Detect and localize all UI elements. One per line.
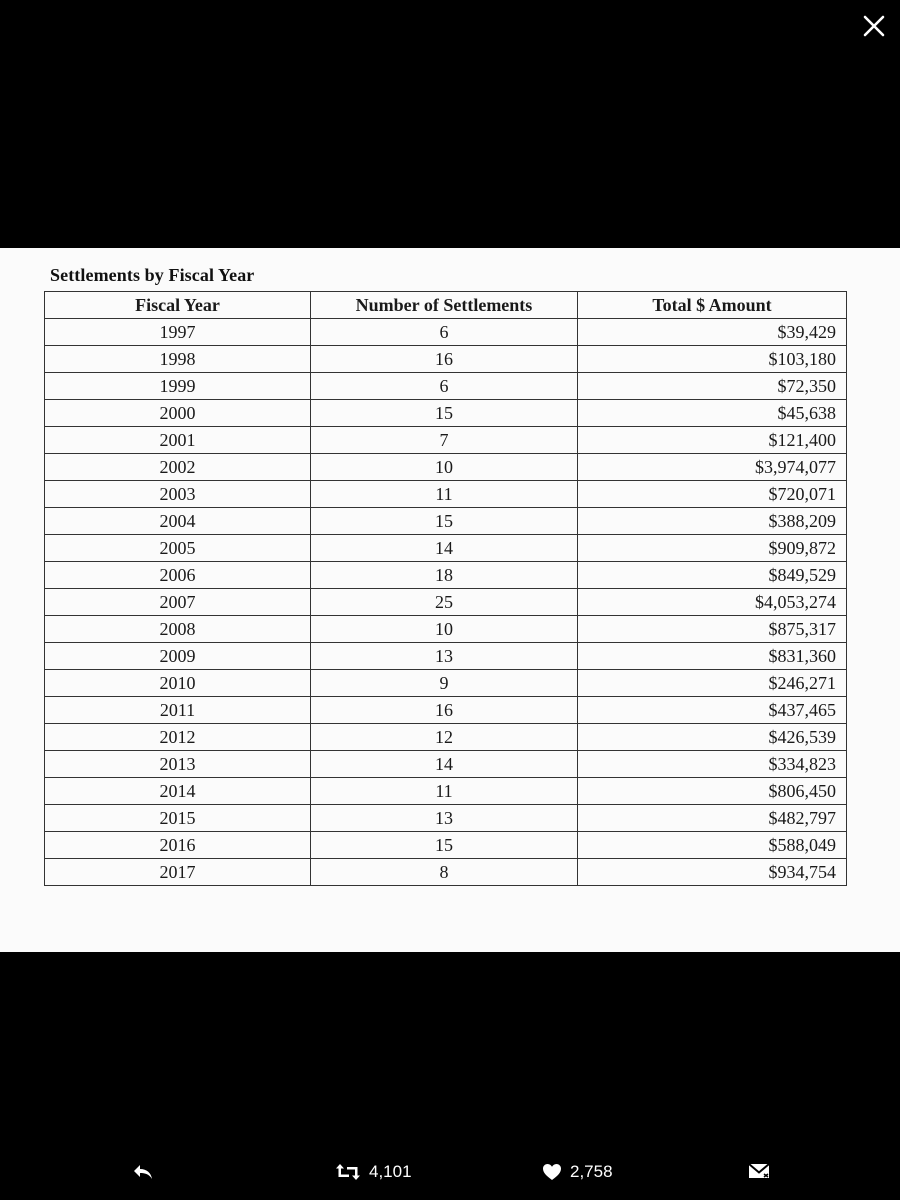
tweet-action-bar bbox=[0, 1148, 900, 1200]
table-row bbox=[45, 481, 847, 508]
retweet-button[interactable] bbox=[335, 1162, 412, 1182]
retweet-count: 4,101 bbox=[369, 1162, 412, 1181]
table-row bbox=[45, 616, 847, 643]
cell-total-amount: $45,638 bbox=[578, 400, 847, 427]
cell-fiscal-year: 2002 bbox=[45, 454, 311, 481]
cell-number-of-settlements: 15 bbox=[311, 508, 578, 535]
column-header-fiscal-year: Fiscal Year bbox=[45, 292, 311, 319]
settlements-table bbox=[44, 291, 847, 886]
table-row bbox=[45, 346, 847, 373]
cell-fiscal-year: 1999 bbox=[45, 373, 311, 400]
table-row bbox=[45, 373, 847, 400]
cell-number-of-settlements: 13 bbox=[311, 805, 578, 832]
cell-total-amount: $806,450 bbox=[578, 778, 847, 805]
table-row bbox=[45, 319, 847, 346]
cell-total-amount: $426,539 bbox=[578, 724, 847, 751]
like-button[interactable] bbox=[542, 1162, 613, 1182]
table-row bbox=[45, 589, 847, 616]
cell-fiscal-year: 2009 bbox=[45, 643, 311, 670]
cell-number-of-settlements: 11 bbox=[311, 481, 578, 508]
cell-number-of-settlements: 16 bbox=[311, 346, 578, 373]
cell-fiscal-year: 2001 bbox=[45, 427, 311, 454]
table-row bbox=[45, 454, 847, 481]
cell-fiscal-year: 2016 bbox=[45, 832, 311, 859]
cell-number-of-settlements: 14 bbox=[311, 751, 578, 778]
document-photo bbox=[0, 248, 900, 952]
table-row bbox=[45, 778, 847, 805]
cell-fiscal-year: 2011 bbox=[45, 697, 311, 724]
cell-total-amount: $3,974,077 bbox=[578, 454, 847, 481]
cell-total-amount: $103,180 bbox=[578, 346, 847, 373]
cell-total-amount: $875,317 bbox=[578, 616, 847, 643]
cell-fiscal-year: 1998 bbox=[45, 346, 311, 373]
cell-fiscal-year: 2017 bbox=[45, 859, 311, 886]
cell-total-amount: $482,797 bbox=[578, 805, 847, 832]
cell-fiscal-year: 2014 bbox=[45, 778, 311, 805]
cell-total-amount: $909,872 bbox=[578, 535, 847, 562]
heart-icon bbox=[542, 1163, 562, 1181]
cell-total-amount: $831,360 bbox=[578, 643, 847, 670]
cell-number-of-settlements: 9 bbox=[311, 670, 578, 697]
cell-total-amount: $588,049 bbox=[578, 832, 847, 859]
document-title: Settlements by Fiscal Year bbox=[50, 265, 255, 285]
cell-number-of-settlements: 10 bbox=[311, 454, 578, 481]
cell-number-of-settlements: 13 bbox=[311, 643, 578, 670]
retweet-icon bbox=[335, 1162, 361, 1182]
cell-number-of-settlements: 18 bbox=[311, 562, 578, 589]
cell-number-of-settlements: 25 bbox=[311, 589, 578, 616]
table-row bbox=[45, 859, 847, 886]
cell-total-amount: $849,529 bbox=[578, 562, 847, 589]
cell-fiscal-year: 2015 bbox=[45, 805, 311, 832]
column-header-number-of-settlements: Number of Settlements bbox=[311, 292, 578, 319]
cell-fiscal-year: 2010 bbox=[45, 670, 311, 697]
table-row bbox=[45, 724, 847, 751]
close-button[interactable] bbox=[856, 8, 892, 44]
table-row bbox=[45, 535, 847, 562]
table-row bbox=[45, 508, 847, 535]
cell-number-of-settlements: 15 bbox=[311, 832, 578, 859]
table-row bbox=[45, 670, 847, 697]
like-count: 2,758 bbox=[570, 1162, 613, 1181]
table-row bbox=[45, 832, 847, 859]
cell-number-of-settlements: 6 bbox=[311, 319, 578, 346]
table-body bbox=[45, 319, 847, 886]
cell-total-amount: $121,400 bbox=[578, 427, 847, 454]
table-row bbox=[45, 805, 847, 832]
reply-button[interactable] bbox=[132, 1162, 154, 1182]
cell-fiscal-year: 2003 bbox=[45, 481, 311, 508]
table-header-row bbox=[45, 292, 847, 319]
cell-number-of-settlements: 6 bbox=[311, 373, 578, 400]
direct-message-button[interactable] bbox=[748, 1162, 770, 1180]
close-icon bbox=[863, 15, 885, 37]
cell-fiscal-year: 2012 bbox=[45, 724, 311, 751]
cell-number-of-settlements: 8 bbox=[311, 859, 578, 886]
cell-number-of-settlements: 11 bbox=[311, 778, 578, 805]
cell-total-amount: $72,350 bbox=[578, 373, 847, 400]
reply-icon bbox=[132, 1162, 154, 1182]
table-row bbox=[45, 697, 847, 724]
cell-total-amount: $720,071 bbox=[578, 481, 847, 508]
table-row bbox=[45, 400, 847, 427]
cell-fiscal-year: 2013 bbox=[45, 751, 311, 778]
table-row bbox=[45, 562, 847, 589]
cell-fiscal-year: 2000 bbox=[45, 400, 311, 427]
cell-fiscal-year: 2005 bbox=[45, 535, 311, 562]
cell-number-of-settlements: 12 bbox=[311, 724, 578, 751]
cell-fiscal-year: 1997 bbox=[45, 319, 311, 346]
cell-fiscal-year: 2006 bbox=[45, 562, 311, 589]
cell-number-of-settlements: 16 bbox=[311, 697, 578, 724]
cell-total-amount: $437,465 bbox=[578, 697, 847, 724]
cell-number-of-settlements: 15 bbox=[311, 400, 578, 427]
cell-total-amount: $246,271 bbox=[578, 670, 847, 697]
cell-fiscal-year: 2004 bbox=[45, 508, 311, 535]
cell-total-amount: $4,053,274 bbox=[578, 589, 847, 616]
table-row bbox=[45, 751, 847, 778]
cell-total-amount: $39,429 bbox=[578, 319, 847, 346]
cell-fiscal-year: 2008 bbox=[45, 616, 311, 643]
cell-total-amount: $334,823 bbox=[578, 751, 847, 778]
cell-number-of-settlements: 10 bbox=[311, 616, 578, 643]
envelope-icon bbox=[748, 1162, 770, 1180]
column-header-total-amount: Total $ Amount bbox=[578, 292, 847, 319]
cell-total-amount: $388,209 bbox=[578, 508, 847, 535]
table-row bbox=[45, 427, 847, 454]
table-row bbox=[45, 643, 847, 670]
cell-number-of-settlements: 14 bbox=[311, 535, 578, 562]
cell-number-of-settlements: 7 bbox=[311, 427, 578, 454]
cell-fiscal-year: 2007 bbox=[45, 589, 311, 616]
cell-total-amount: $934,754 bbox=[578, 859, 847, 886]
